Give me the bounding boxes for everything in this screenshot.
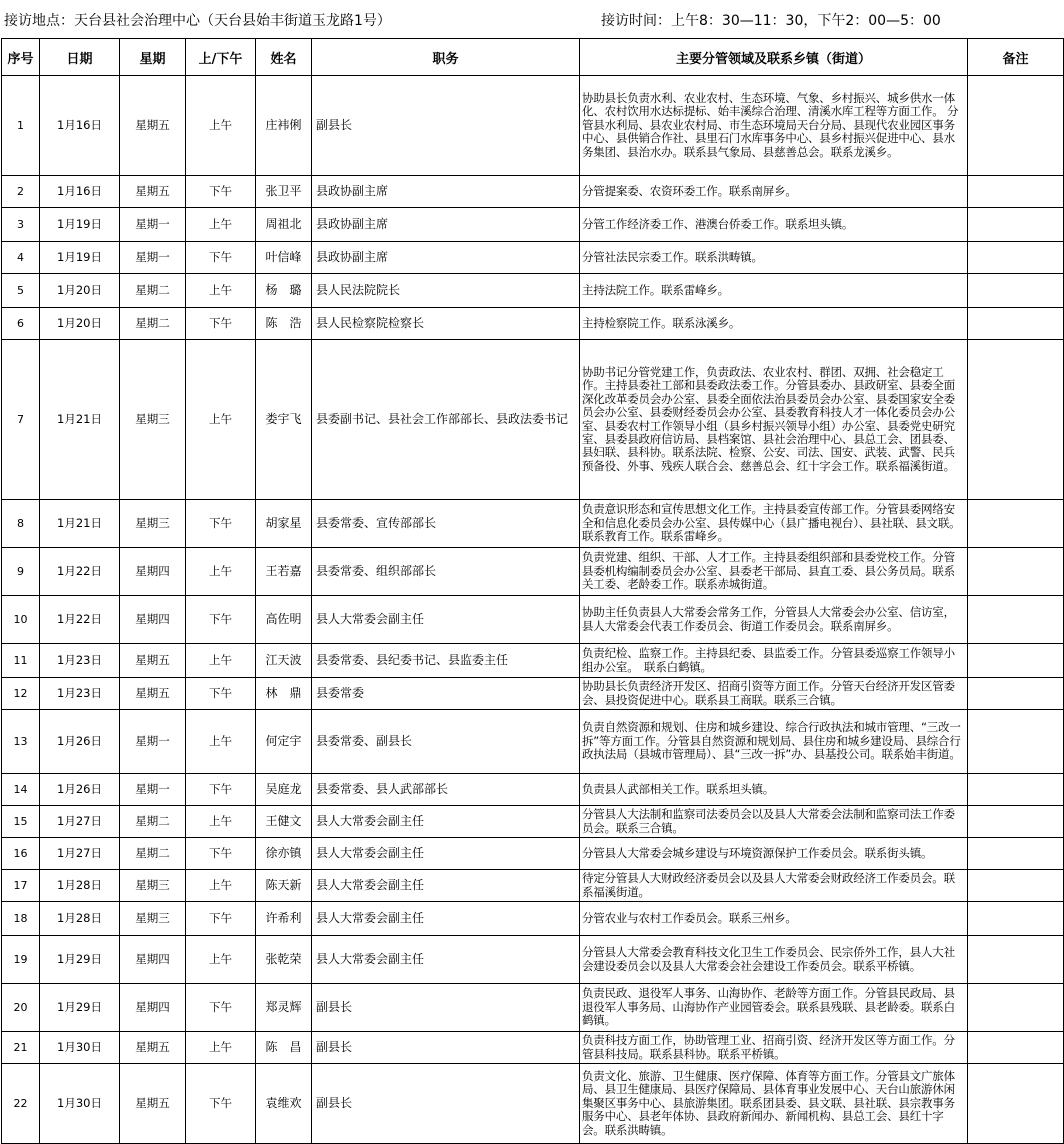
- row-weekday: 星期一: [120, 242, 186, 274]
- row-period: 上午: [186, 548, 256, 596]
- row-date: 1月22日: [40, 596, 120, 644]
- row-name: 胡家星: [256, 500, 312, 548]
- row-duties: 待定分管县人大财政经济委员会以及县人大常委会财政经济工作委员会。联系福溪街道。: [580, 870, 968, 902]
- row-name: 吴庭龙: [256, 774, 312, 806]
- row-name: 叶信峰: [256, 242, 312, 274]
- row-date: 1月29日: [40, 936, 120, 984]
- row-duties: 主持法院工作。联系雷峰乡。: [580, 274, 968, 308]
- row-no: 22: [2, 1064, 40, 1144]
- row-date: 1月23日: [40, 678, 120, 710]
- row-position: 县人民法院院长: [312, 274, 580, 308]
- table-row: [2, 340, 1064, 500]
- row-remark: [968, 76, 1064, 176]
- row-position: 副县长: [312, 984, 580, 1032]
- row-weekday: 星期五: [120, 1064, 186, 1144]
- row-remark: [968, 870, 1064, 902]
- row-position: 县人大常委会副主任: [312, 596, 580, 644]
- row-remark: [968, 710, 1064, 774]
- col-header-no: 序号: [2, 39, 40, 76]
- row-date: 1月21日: [40, 340, 120, 500]
- row-remark: [968, 208, 1064, 242]
- row-remark: [968, 774, 1064, 806]
- row-no: 13: [2, 710, 40, 774]
- row-name: 周祖北: [256, 208, 312, 242]
- row-weekday: 星期五: [120, 176, 186, 208]
- table-row: [2, 902, 1064, 936]
- row-position: 县人大常委会副主任: [312, 838, 580, 870]
- row-weekday: 星期三: [120, 340, 186, 500]
- row-period: 上午: [186, 710, 256, 774]
- row-duties: 分管县人大常委会城乡建设与环境资源保护工作委员会。联系街头镇。: [580, 838, 968, 870]
- row-no: 19: [2, 936, 40, 984]
- row-name: 徐亦镇: [256, 838, 312, 870]
- row-remark: [968, 1032, 1064, 1064]
- table-row: [2, 838, 1064, 870]
- table-row: [2, 870, 1064, 902]
- row-position: 县委常委: [312, 678, 580, 710]
- row-remark: [968, 806, 1064, 838]
- row-date: 1月23日: [40, 644, 120, 678]
- table-row: [2, 242, 1064, 274]
- row-weekday: 星期二: [120, 806, 186, 838]
- table-row: [2, 274, 1064, 308]
- row-name: 王若嘉: [256, 548, 312, 596]
- row-duties: 负责文化、旅游、卫生健康、医疗保障、体育等方面工作。分管县文广旅体局、县卫生健康局、县医疗保障局、县体育事业发展中心、天台山旅游休闲集聚区事务中心、县旅游集团。联系团县委、县文联、县社联、县宗教事务服务中心、县老年体协、县政府新闻办、新闻机构、县总工会、县红十字会。联系洪畴镇。: [580, 1064, 968, 1144]
- row-weekday: 星期三: [120, 500, 186, 548]
- row-name: 庄袆俐: [256, 76, 312, 176]
- row-position: 副县长: [312, 1064, 580, 1144]
- table-row: [2, 500, 1064, 548]
- row-position: 县人大常委会副主任: [312, 806, 580, 838]
- row-name: 张乾荣: [256, 936, 312, 984]
- row-weekday: 星期二: [120, 274, 186, 308]
- row-date: 1月30日: [40, 1064, 120, 1144]
- row-period: 上午: [186, 644, 256, 678]
- row-name: 陈 浩: [256, 308, 312, 340]
- row-weekday: 星期四: [120, 984, 186, 1032]
- row-date: 1月20日: [40, 308, 120, 340]
- row-name: 何定宇: [256, 710, 312, 774]
- row-position: 县委常委、副县长: [312, 710, 580, 774]
- row-no: 21: [2, 1032, 40, 1064]
- row-name: 陈天新: [256, 870, 312, 902]
- row-no: 7: [2, 340, 40, 500]
- row-name: 袁维欢: [256, 1064, 312, 1144]
- visit-location: 接访地点：天台县社会治理中心（天台县始丰街道玉龙路1号）: [4, 13, 391, 29]
- table-row: [2, 176, 1064, 208]
- row-period: 下午: [186, 500, 256, 548]
- col-header-remark: 备注: [968, 39, 1064, 76]
- row-no: 14: [2, 774, 40, 806]
- row-weekday: 星期五: [120, 76, 186, 176]
- row-remark: [968, 340, 1064, 500]
- row-name: 江天波: [256, 644, 312, 678]
- row-weekday: 星期四: [120, 936, 186, 984]
- row-duties: 负责县人武部相关工作。联系坦头镇。: [580, 774, 968, 806]
- table-row: [2, 208, 1064, 242]
- row-remark: [968, 596, 1064, 644]
- row-period: 上午: [186, 936, 256, 984]
- row-date: 1月21日: [40, 500, 120, 548]
- table-row: [2, 774, 1064, 806]
- row-name: 娄宇飞: [256, 340, 312, 500]
- row-period: 下午: [186, 308, 256, 340]
- row-date: 1月29日: [40, 984, 120, 1032]
- table-row: [2, 644, 1064, 678]
- visit-time: 接访时间：上午8：30—11：30，下午2：00—5：00: [601, 13, 941, 29]
- schedule-table: [1, 38, 1064, 1144]
- row-no: 2: [2, 176, 40, 208]
- row-date: 1月19日: [40, 242, 120, 274]
- row-period: 上午: [186, 806, 256, 838]
- row-remark: [968, 176, 1064, 208]
- row-date: 1月26日: [40, 774, 120, 806]
- row-date: 1月30日: [40, 1032, 120, 1064]
- row-position: 县政协副主席: [312, 176, 580, 208]
- row-duties: 负责自然资源和规划、住房和城乡建设、综合行政执法和城市管理、“三改一拆”等方面工作。分管县自然资源和规划局、县住房和城乡建设局、县综合行政执法局（县城市管理局）、县“三改一拆”办、县基投公司。联系始丰街道。: [580, 710, 968, 774]
- row-position: 县政协副主席: [312, 208, 580, 242]
- col-header-weekday: 星期: [120, 39, 186, 76]
- row-period: 上午: [186, 1032, 256, 1064]
- row-name: 杨 璐: [256, 274, 312, 308]
- row-date: 1月26日: [40, 710, 120, 774]
- row-position: 副县长: [312, 76, 580, 176]
- row-weekday: 星期一: [120, 710, 186, 774]
- row-date: 1月28日: [40, 902, 120, 936]
- row-date: 1月22日: [40, 548, 120, 596]
- row-period: 上午: [186, 76, 256, 176]
- row-date: 1月19日: [40, 208, 120, 242]
- table-row: [2, 984, 1064, 1032]
- row-period: 下午: [186, 984, 256, 1032]
- row-weekday: 星期三: [120, 870, 186, 902]
- row-duties: 负责党建、组织、干部、人才工作。主持县委组织部和县委党校工作。分管县委机构编制委员会办公室、县委老干部局、县直工委、县公务员局。联系关工委、老龄委工作。联系赤城街道。: [580, 548, 968, 596]
- row-period: 上午: [186, 274, 256, 308]
- row-duties: 负责意识形态和宣传思想文化工作。主持县委宣传部工作。分管县委网络安全和信息化委员会办公室、县传媒中心（县广播电视台）、县社联、县文联。联系教育工作。联系雷峰乡。: [580, 500, 968, 548]
- row-weekday: 星期四: [120, 596, 186, 644]
- row-name: 高佐明: [256, 596, 312, 644]
- row-no: 1: [2, 76, 40, 176]
- row-period: 下午: [186, 678, 256, 710]
- table-row: [2, 548, 1064, 596]
- row-position: 县人大常委会副主任: [312, 936, 580, 984]
- row-period: 下午: [186, 774, 256, 806]
- col-header-duties: 主要分管领域及联系乡镇（街道）: [580, 39, 968, 76]
- row-weekday: 星期一: [120, 208, 186, 242]
- row-remark: [968, 1064, 1064, 1144]
- row-remark: [968, 274, 1064, 308]
- row-no: 11: [2, 644, 40, 678]
- row-position: 县委副书记、县社会工作部部长、县政法委书记: [312, 340, 580, 500]
- row-remark: [968, 984, 1064, 1032]
- row-name: 陈 昌: [256, 1032, 312, 1064]
- row-duties: 协助县长负责水利、农业农村、生态环境、气象、乡村振兴、城乡供水一体化、农村饮用水达标提标、始丰溪综合治理、清溪水库工程等方面工作。 分管县水利局、县农业农村局、市生态环境局天台分局、县现代农业园区事务中心、县供销合作社、县里石门水库事务中心、县乡村振兴促进中心、县水务集团、县治水办。联系县气象局、县慈善总会。联系龙溪乡。: [580, 76, 968, 176]
- row-duties: 主持检察院工作。联系泳溪乡。: [580, 308, 968, 340]
- table-row: [2, 806, 1064, 838]
- row-remark: [968, 308, 1064, 340]
- row-position: 县人大常委会副主任: [312, 902, 580, 936]
- row-period: 下午: [186, 1064, 256, 1144]
- row-position: 县人大常委会副主任: [312, 870, 580, 902]
- row-period: 下午: [186, 176, 256, 208]
- row-period: 上午: [186, 870, 256, 902]
- row-name: 林 鼎: [256, 678, 312, 710]
- row-date: 1月27日: [40, 838, 120, 870]
- row-period: 下午: [186, 596, 256, 644]
- row-period: 下午: [186, 242, 256, 274]
- col-header-position: 职务: [312, 39, 580, 76]
- row-period: 下午: [186, 838, 256, 870]
- row-no: 4: [2, 242, 40, 274]
- row-no: 16: [2, 838, 40, 870]
- row-duties: 负责纪检、监察工作。主持县纪委、县监委工作。分管县委巡察工作领导小组办公室。 联系白鹤镇。: [580, 644, 968, 678]
- row-period: 上午: [186, 208, 256, 242]
- table-row: [2, 936, 1064, 984]
- row-no: 3: [2, 208, 40, 242]
- table-row: [2, 1064, 1064, 1144]
- row-name: 王健文: [256, 806, 312, 838]
- row-no: 5: [2, 274, 40, 308]
- row-weekday: 星期一: [120, 774, 186, 806]
- row-duties: 分管提案委、农资环委工作。联系南屏乡。: [580, 176, 968, 208]
- row-remark: [968, 548, 1064, 596]
- table-row: [2, 1032, 1064, 1064]
- row-no: 10: [2, 596, 40, 644]
- row-no: 8: [2, 500, 40, 548]
- row-date: 1月16日: [40, 176, 120, 208]
- row-weekday: 星期五: [120, 1032, 186, 1064]
- row-position: 县委常委、组织部部长: [312, 548, 580, 596]
- table-row: [2, 710, 1064, 774]
- row-duties: 分管工作经济委工作、港澳台侨委工作。联系坦头镇。: [580, 208, 968, 242]
- row-duties: 协助县长负责经济开发区、招商引资等方面工作。分管天台经济开发区管委会、县投资促进中心。联系县工商联。联系三合镇。: [580, 678, 968, 710]
- row-position: 县委常委、县人武部部长: [312, 774, 580, 806]
- row-weekday: 星期四: [120, 548, 186, 596]
- row-weekday: 星期五: [120, 644, 186, 678]
- row-no: 6: [2, 308, 40, 340]
- row-name: 许希利: [256, 902, 312, 936]
- table-row: [2, 76, 1064, 176]
- row-remark: [968, 644, 1064, 678]
- row-weekday: 星期二: [120, 838, 186, 870]
- row-remark: [968, 838, 1064, 870]
- row-position: 县人民检察院检察长: [312, 308, 580, 340]
- row-duties: 分管县人大常委会教育科技文化卫生工作委员会、民宗侨外工作，县人大社会建设委员会以及县人大常委会社会建设工作委员会。联系平桥镇。: [580, 936, 968, 984]
- row-date: 1月27日: [40, 806, 120, 838]
- table-row: [2, 596, 1064, 644]
- row-duties: 负责科技方面工作，协助管理工业、招商引资、经济开发区等方面工作。分管县科技局。联系县科协。联系平桥镇。: [580, 1032, 968, 1064]
- row-name: 郑灵辉: [256, 984, 312, 1032]
- row-remark: [968, 936, 1064, 984]
- row-duties: 协助主任负责县人大常委会常务工作，分管县人大常委会办公室、信访室，县人大常委会代表工作委员会、街道工作委员会。联系南屏乡。: [580, 596, 968, 644]
- row-period: 下午: [186, 902, 256, 936]
- table-row: [2, 678, 1064, 710]
- row-weekday: 星期五: [120, 678, 186, 710]
- row-name: 张卫平: [256, 176, 312, 208]
- row-no: 18: [2, 902, 40, 936]
- row-duties: 分管农业与农村工作委员会。联系三州乡。: [580, 902, 968, 936]
- row-no: 9: [2, 548, 40, 596]
- row-duties: 分管县人大法制和监察司法委员会以及县人大常委会法制和监察司法工作委员会。联系三合镇。: [580, 806, 968, 838]
- col-header-period: 上/下午: [186, 39, 256, 76]
- row-no: 12: [2, 678, 40, 710]
- row-remark: [968, 242, 1064, 274]
- row-position: 县委常委、宣传部部长: [312, 500, 580, 548]
- col-header-name: 姓名: [256, 39, 312, 76]
- row-remark: [968, 678, 1064, 710]
- row-position: 县政协副主席: [312, 242, 580, 274]
- row-remark: [968, 500, 1064, 548]
- row-no: 20: [2, 984, 40, 1032]
- table-header-row: [2, 39, 1064, 76]
- col-header-date: 日期: [40, 39, 120, 76]
- row-position: 县委常委、县纪委书记、县监委主任: [312, 644, 580, 678]
- row-date: 1月16日: [40, 76, 120, 176]
- row-duties: 协助书记分管党建工作，负责政法、农业农村、群团、双拥、社会稳定工作。主持县委社工部和县委政法委工作。分管县委办、县政研室、县委全面深化改革委员会办公室、县委全面依法治县委员会办公室、县委国家安全委员会办公室、县委财经委员会办公室、县委教育科技人才一体化委员会办公室、县委农村工作领导小组（县乡村振兴领导小组）办公室、县委党史研究室、县委县政府信访局、县档案馆、县社会治理中心、县总工会、团县委、县妇联、县科协。联系法院、检察、公安、司法、国安、武装、武警、民兵预备役、外事、残疾人联合会、慈善总会、红十字会工作。联系福溪街道。: [580, 340, 968, 500]
- row-date: 1月20日: [40, 274, 120, 308]
- row-weekday: 星期二: [120, 308, 186, 340]
- row-no: 17: [2, 870, 40, 902]
- row-date: 1月28日: [40, 870, 120, 902]
- row-no: 15: [2, 806, 40, 838]
- row-position: 副县长: [312, 1032, 580, 1064]
- row-duties: 负责民政、退役军人事务、山海协作、老龄等方面工作。分管县民政局、县退役军人事务局、山海协作产业园管委会。联系县残联、县老龄委。联系白鹤镇。: [580, 984, 968, 1032]
- table-row: [2, 308, 1064, 340]
- row-remark: [968, 902, 1064, 936]
- row-period: 上午: [186, 340, 256, 500]
- page-header: [0, 0, 1064, 38]
- row-duties: 分管社法民宗委工作。联系洪畴镇。: [580, 242, 968, 274]
- row-weekday: 星期三: [120, 902, 186, 936]
